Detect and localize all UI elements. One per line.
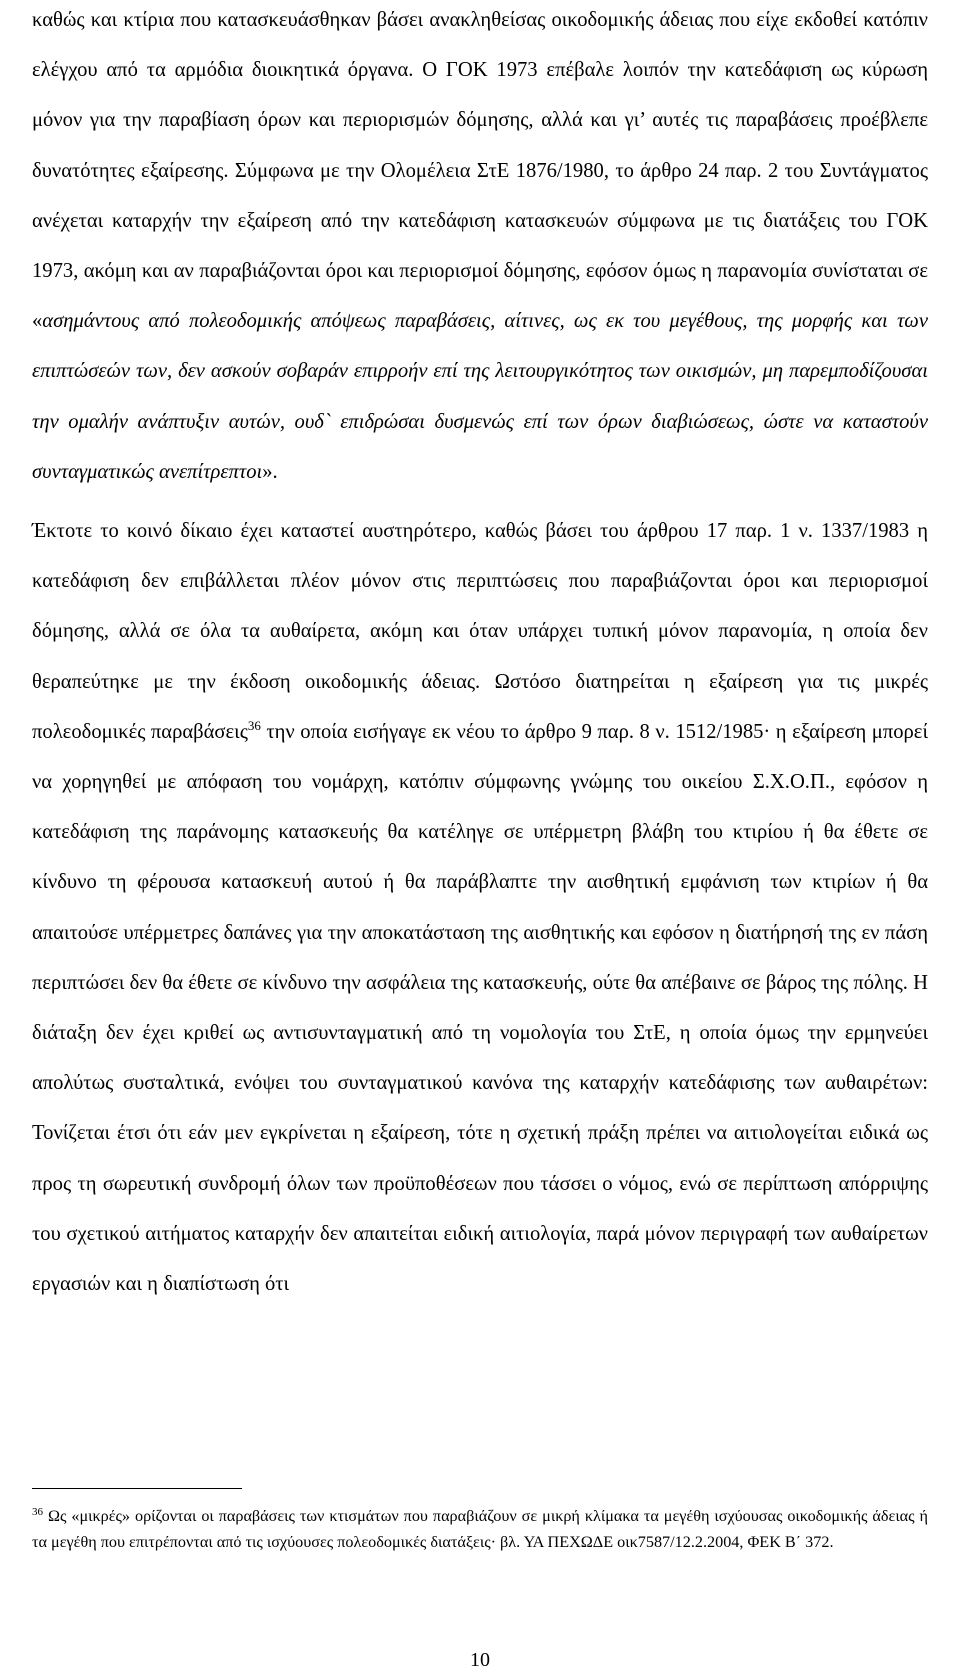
page-number: 10 (470, 1649, 490, 1671)
document-page (32, 0, 928, 1309)
footnote (32, 1504, 928, 1555)
paragraph-2-continuation: την οποία εισήγαγε εκ νέου το άρθρο 9 παρ. 8 ν. 1512/1985· η εξαίρεση μπορεί να χορηγηθεί με απόφαση του νομάρχη, κατόπιν σύμφωνης γνώμης του οικείου Σ.Χ.Ο.Π., εφόσον η κατεδάφιση της παράνομης κατασκευής θα κατέληγε σε υπέρμετρη βλάβη του κτιρίου ή θα έθετε σε κίνδυνο τη φέρουσα κατασκευή αυτού ή θα παράβλαπτε την αισθητική εμφάνιση των κτιρίων ή θα απαιτούσε υπέρμετρες δαπάνες για την αποκατάσταση της αισθητικής και εφόσον η διατήρησή της εν πάση περιπτώσει δεν θα έθετε σε κίνδυνο την ασφάλεια της κατασκευής, ούτε θα απέβαινε σε βάρος της πόλης. Η διάταξη δεν έχει κριθεί ως αντισυνταγματική από τη νομολογία του ΣτΕ, η οποία όμως την ερμηνεύει απολύτως συσταλτικά, ενόψει του συνταγματικού κανόνα της καταρχήν κατεδάφισης των αυθαιρέτων: Τονίζεται έτσι ότι εάν μεν εγκρίνεται η εξαίρεση, τότε η σχετική πράξη πρέπει να αιτιολογείται ειδικά ως προς τη σωρευτική συνδρομή όλων των προϋποθέσεων που τάσσει ο νόμος, ενώ σε περίπτωση απόρριψης του σχετικού αιτήματος καταρχήν δεν απαιτείται ειδική αιτιολογία, παρά μόνον περιγραφή των αυθαίρετων εργασιών και η διαπίστωση ότι (32, 720, 928, 1296)
paragraph-1-quotation: ασημάντους από πολεοδομικής απόψεως παραβάσεις, αίτινες, ως εκ του μεγέθους, της μορφής και των επιπτώσεών των, δεν ασκούν σοβαράν επιρροήν επί της λειτουργικότητος των οικισμών, μη παρεμποδίζουσαι την ομαλήν ανάπτυξιν αυτών, ουδ` επιδρώσαι δυσμενώς επί των όρων διαβιώσεως, ώστε να καταστούν συνταγματικώς ανεπίτρεπτοι (32, 310, 928, 483)
body-paragraph-1 (32, 0, 928, 497)
footnote-number: 36 (32, 1506, 43, 1518)
paragraph-1-closing: ». (262, 460, 278, 483)
paragraph-1-text: καθώς και κτίρια που κατασκευάσθηκαν βάσει ανακληθείσας οικοδομικής άδειας που είχε εκδοθεί κατόπιν ελέγχου από τα αρμόδια διοικητικά όργανα. Ο ΓΟΚ 1973 επέβαλε λοιπόν την κατεδάφιση ως κύρωση μόνον για την παραβίαση όρων και περιορισμών δόμησης, αλλά και γι’ αυτές τις παραβάσεις προέβλεπε δυνατότητες εξαίρεσης. Σύμφωνα με την Ολομέλεια ΣτΕ 1876/1980, το άρθρο 24 παρ. 2 του Συντάγματος ανέχεται καταρχήν την εξαίρεση από την κατεδάφιση κατασκευών σύμφωνα με τις διατάξεις του ΓΟΚ 1973, ακόμη και αν παραβιάζονται όροι και περιορισμοί δόμησης, εφόσον όμως η παρανομία συνίσταται σε « (32, 9, 928, 333)
footnote-text: Ως «μικρές» ορίζονται οι παραβάσεις των κτισμάτων που παραβιάζουν σε μικρή κλίμακα τα μεγέθη ισχύουσας οικοδομικής άδειας ή τα μεγέθη που επιτρέπονται από τις ισχύουσες πολεοδομικές διατάξεις· βλ. ΥΑ ΠΕΧΩΔΕ οικ7587/12.2.2004, ΦΕΚ Β΄ 372. (32, 1507, 928, 1551)
body-paragraph-2 (32, 506, 928, 1309)
paragraph-2-text: Έκτοτε το κοινό δίκαιο έχει καταστεί αυστηρότερο, καθώς βάσει του άρθρου 17 παρ. 1 ν. 1337/1983 η κατεδάφιση δεν επιβάλλεται πλέον μόνον στις περιπτώσεις που παραβιάζονται όροι και περιορισμοί δόμησης, αλλά σε όλα τα αυθαίρετα, ακόμη και όταν υπάρχει τυπική μόνον παρανομία, η οποία δεν θεραπεύτηκε με την έκδοση οικοδομικής άδειας. Ωστόσο διατηρείται η εξαίρεση για τις μικρές πολεοδομικές παραβάσεις (32, 520, 928, 743)
footnote-reference[interactable]: 36 (247, 717, 261, 733)
footnote-separator (32, 1488, 242, 1489)
